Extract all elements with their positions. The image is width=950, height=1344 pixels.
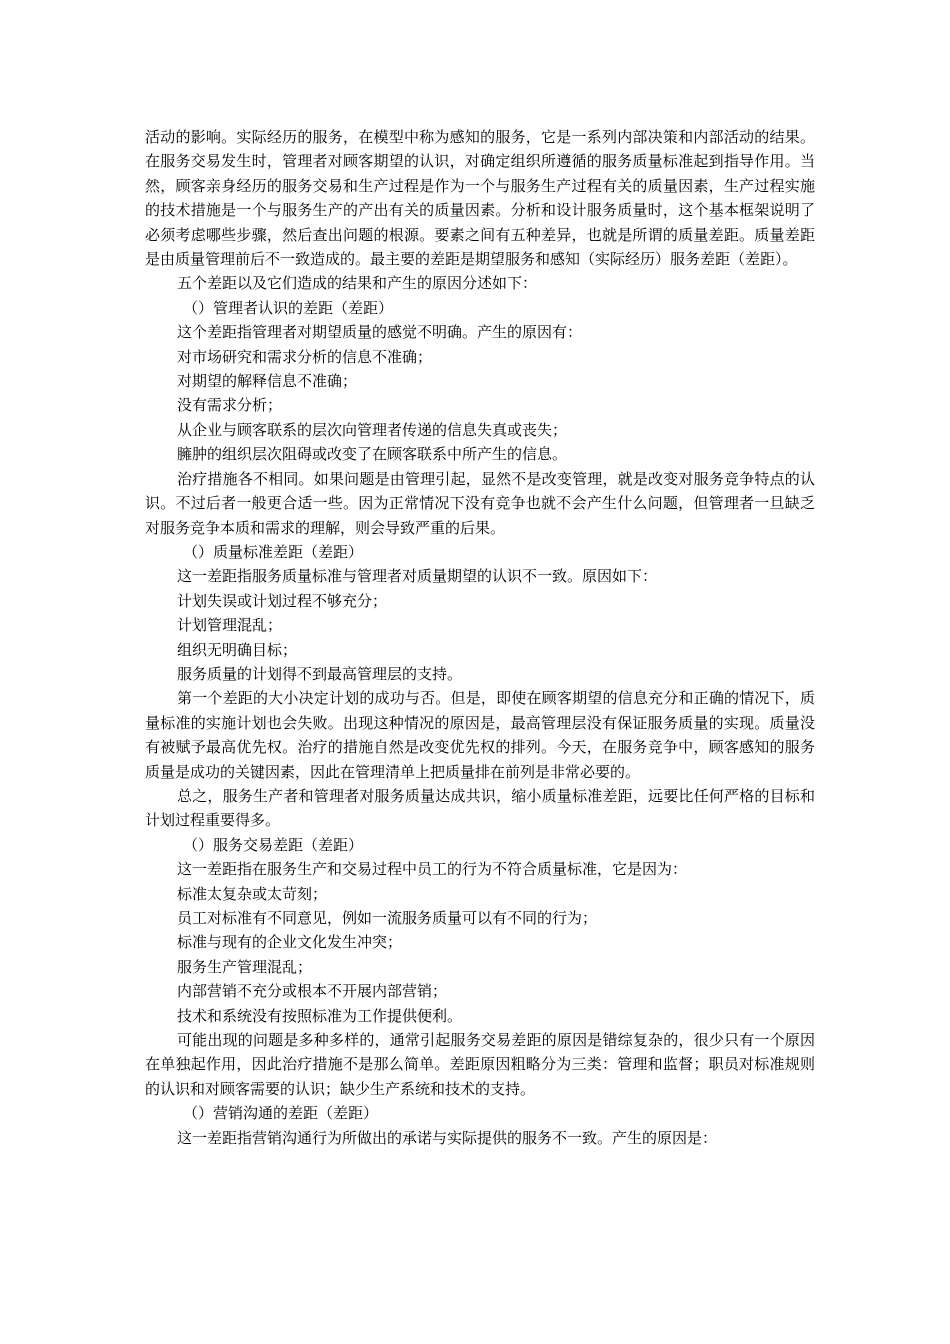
body-paragraph: 这一差距指服务质量标准与管理者对质量期望的认识不一致。原因如下：: [177, 567, 658, 586]
body-paragraph: 这一差距指营销沟通行为所做出的承诺与实际提供的服务不一致。产生的原因是：: [177, 1128, 718, 1147]
list-item: 臃肿的组织层次阻碍或改变了在顾客联系中所产生的信息。: [177, 445, 568, 464]
list-item: 技术和系统没有按照标准为工作提供便利。: [177, 1006, 463, 1025]
section-heading-marketing-communication-gap: （）营销沟通的差距（差距）: [183, 1104, 379, 1123]
list-item: 组织无明确目标；: [177, 640, 298, 659]
body-paragraph: 可能出现的问题是多种多样的，通常引起服务交易差距的原因是错综复杂的，很少只有一个原因在单独起作用，因此治疗措施不是那么简单。差距原因粗略分为三类：管理和监督；职员对标准规则的认识和对顾客需要的认识；缺少生产系统和技术的支持。: [145, 1031, 815, 1098]
list-item: 计划失误或计划过程不够充分；: [177, 591, 388, 610]
body-paragraph: 总之，服务生产者和管理者对服务质量达成共识，缩小质量标准差距，远要比任何严格的目标和计划过程重要得多。: [145, 786, 815, 830]
section-heading-management-gap: （）管理者认识的差距（差距）: [183, 298, 394, 317]
list-item: 服务生产管理混乱；: [177, 957, 313, 976]
section-heading-service-delivery-gap: （）服务交易差距（差距）: [183, 835, 364, 854]
intro-paragraph: 活动的影响。实际经历的服务，在模型中称为感知的服务，它是一系列内部决策和内部活动的结果。在服务交易发生时，管理者对顾客期望的认识，对确定组织所遵循的服务质量标准起到指导作用。当然，顾客亲身经历的服务交易和生产过程是作为一个与服务生产过程有关的质量因素，生产过程实施的技术措施是一个与服务生产的产出有关的质量因素。分析和设计服务质量时，这个基本框架说明了必须考虑哪些步骤，然后查出问题的根源。要素之间有五种差异，也就是所谓的质量差距。质量差距是由质量管理前后不一致造成的。最主要的差距是期望服务和感知（实际经历）服务差距（差距）。: [145, 128, 815, 269]
section-heading-quality-standard-gap: （）质量标准差距（差距）: [183, 542, 364, 561]
list-item: 计划管理混乱；: [177, 616, 283, 635]
body-paragraph: 治疗措施各不相同。如果问题是由管理引起，显然不是改变管理，就是改变对服务竞争特点的认识。不过后者一般更合适一些。因为正常情况下没有竞争也就不会产生什么问题，但管理者一旦缺乏对服务竞争本质和需求的理解，则会导致严重的后果。: [145, 469, 815, 537]
list-item: 对期望的解释信息不准确；: [177, 372, 358, 391]
list-item: 标准太复杂或太苛刻；: [177, 884, 328, 903]
list-item: 从企业与顾客联系的层次向管理者传递的信息失真或丧失；: [177, 420, 568, 439]
list-item: 标准与现有的企业文化发生冲突；: [177, 933, 403, 952]
body-paragraph: 第一个差距的大小决定计划的成功与否。但是，即使在顾客期望的信息充分和正确的情况下，质量标准的实施计划也会失败。出现这种情况的原因是，最高管理层没有保证服务质量的实现。质量没有被赋予最高优先权。治疗的措施自然是改变优先权的排列。今天，在服务竞争中，顾客感知的服务质量是成功的关键因素，因此在管理清单上把质量排在前列是非常必要的。: [145, 689, 815, 781]
overview-sentence: 五个差距以及它们造成的结果和产生的原因分述如下：: [177, 274, 538, 293]
list-item: 服务质量的计划得不到最高管理层的支持。: [177, 664, 463, 683]
body-paragraph: 这个差距指管理者对期望质量的感觉不明确。产生的原因有：: [177, 323, 583, 342]
body-paragraph: 这一差距指在服务生产和交易过程中员工的行为不符合质量标准，它是因为：: [177, 860, 688, 879]
list-item: 对市场研究和需求分析的信息不准确；: [177, 347, 433, 366]
list-item: 内部营销不充分或根本不开展内部营销；: [177, 982, 448, 1001]
document-body: [145, 125, 815, 1150]
list-item: 没有需求分析；: [177, 396, 283, 415]
list-item: 员工对标准有不同意见，例如一流服务质量可以有不同的行为；: [177, 909, 598, 927]
